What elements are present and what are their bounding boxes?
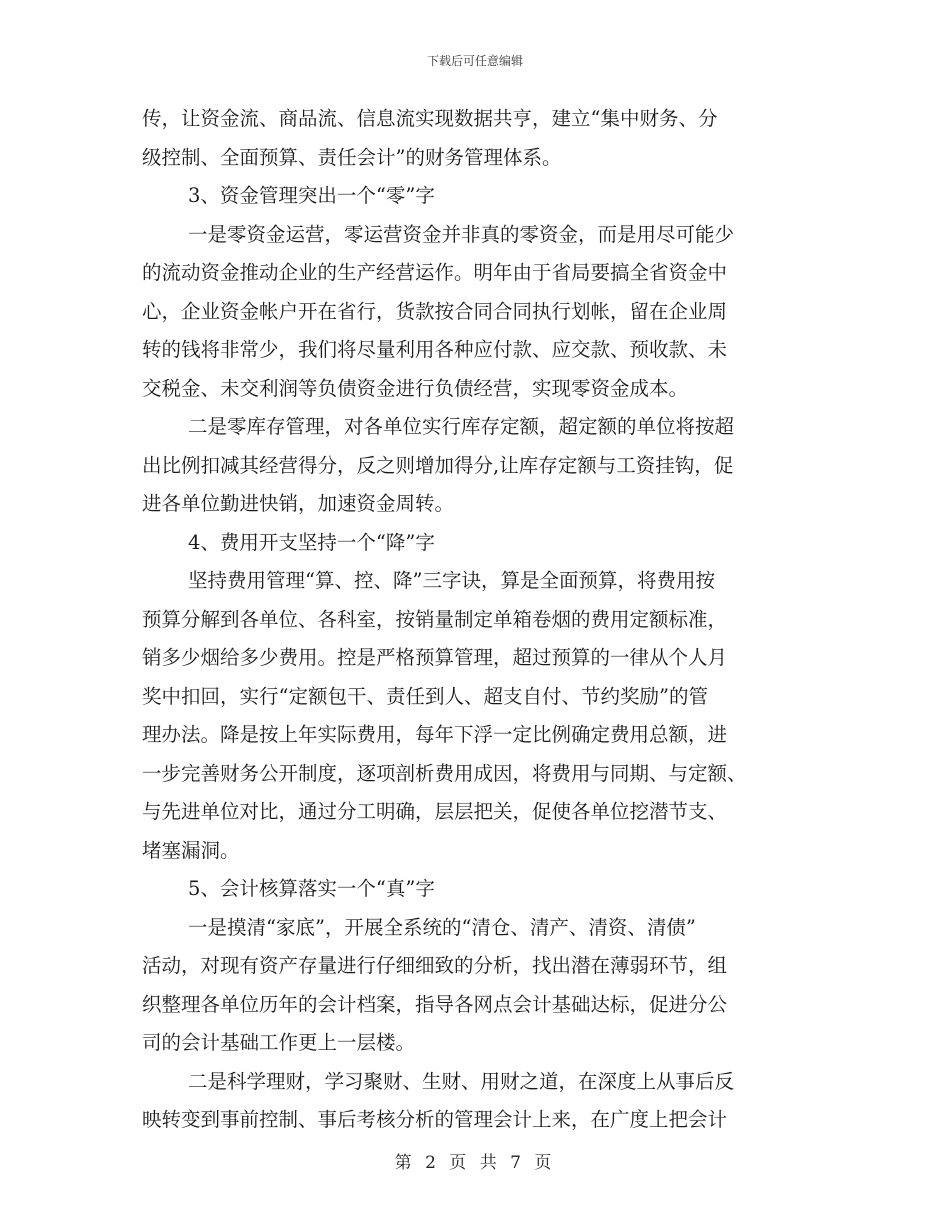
text-line: 活动，对现有资产存量进行仔细细致的分析，找出潜在薄弱环节，组 [142,954,728,977]
text-line: 司的会计基础工作更上一层楼。 [142,1031,416,1054]
text-line: 堵塞漏洞。 [142,838,240,862]
page-header: 下载后可任意编辑 [426,54,523,68]
text-line: 与先进单位对比，通过分工明确，层层把关，促使各单位挖潜节支、 [142,800,728,823]
text-line: 级控制、全面预算、责任会计”的财务管理体系。 [142,145,562,169]
text-line: 心，企业资金帐户开在省行，货款按合同合同执行划帐，留在企业周 [142,299,728,323]
document-body [142,100,810,1140]
text-line: 出比例扣减其经营得分，反之则增加得分,让库存定额与工资挂钩，促 [142,453,734,477]
text-line: 4、费用开支坚持一个“降”字 [188,530,435,554]
text-line: 传，让资金流、商品流、信息流实现数据共亨，建立“集中财务、分 [142,107,718,130]
text-line: 3、资金管理突出一个“零”字 [188,184,435,207]
text-line: 一是摸清“家底”，开展全系统的“清仓、清产、清资、清债” [188,915,696,939]
text-line: 销多少烟给多少费用。控是严格预算管理，超过预算的一律从个人月 [142,646,728,669]
text-line: 一是零资金运营，零运营资金并非真的零资金，而是用尽可能少 [188,222,735,246]
text-line: 预算分解到各单位、各科室，按销量制定单箱卷烟的费用定额标准， [142,607,728,631]
text-line: 二是科学理财，学习聚财、生财、用财之道，在深度上从事后反 [188,1069,735,1093]
text-line: 转的钱将非常少，我们将尽量利用各种应付款、应交款、预收款、未 [142,338,728,361]
text-line: 一步完善财务公开制度，逐项剖析费用成因，将费用与同期、与定额、 [142,761,747,785]
text-line: 坚持费用管理“算、控、降”三字诀，算是全面预算，将费用按 [188,569,715,592]
text-line: 二是零库存管理，对各单位实行库存定额，超定额的单位将按超 [188,415,735,438]
text-line: 进各单位勤进快销，加速资金周转。 [142,492,455,515]
text-line: 奖中扣回，实行“定额包干、责任到人、超支自付、节约奖励”的管 [142,684,708,708]
page-footer: 第 2 页 共 7 页 [394,1153,556,1173]
text-line: 织整理各单位历年的会计档案，指导各网点会计基础达标，促进分公 [142,992,728,1016]
text-line: 交税金、未交利润等负债资金进行负债经营，实现零资金成本。 [142,376,689,400]
text-line: 5、会计核算落实一个“真”字 [188,877,435,900]
text-line: 理办法。降是按上年实际费用，每年下浮一定比例确定费用总额，进 [142,723,728,746]
text-line: 映转变到事前控制、事后考核分析的管理会计上来，在广度上把会计 [142,1108,728,1131]
text-line: 的流动资金推动企业的生产经营运作。明年由于省局要搞全省资金中 [142,261,728,284]
